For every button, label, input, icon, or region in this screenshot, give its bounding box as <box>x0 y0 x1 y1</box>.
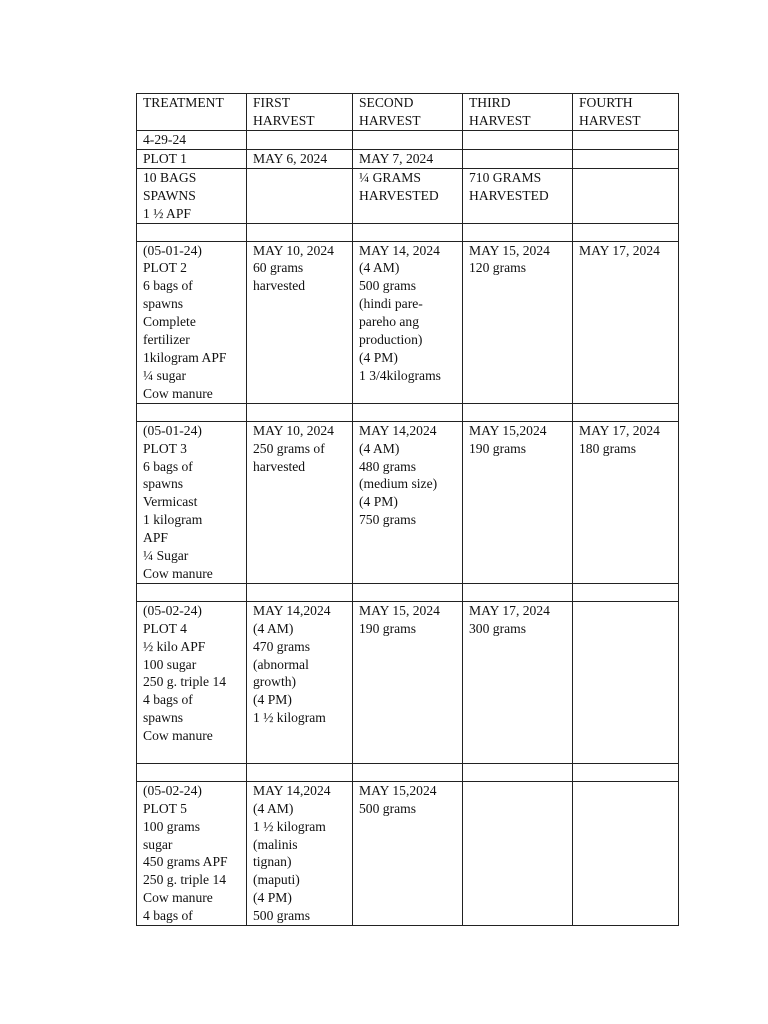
table-cell <box>463 223 573 241</box>
table-cell: MAY 15,2024 500 grams <box>353 781 463 925</box>
table-cell <box>353 131 463 150</box>
table-cell <box>353 583 463 601</box>
table-cell <box>137 583 247 601</box>
table-cell <box>573 781 679 925</box>
table-cell <box>247 763 353 781</box>
harvest-table-body <box>137 94 679 926</box>
table-cell <box>247 131 353 150</box>
table-row <box>137 223 679 241</box>
table-cell <box>573 403 679 421</box>
table-row <box>137 131 679 150</box>
table-cell: MAY 14,2024 (4 AM) 480 grams (medium size) (4 PM) 750 grams <box>353 421 463 583</box>
table-cell <box>463 763 573 781</box>
table-cell <box>247 403 353 421</box>
table-cell <box>137 763 247 781</box>
table-cell <box>573 601 679 763</box>
table-cell <box>137 403 247 421</box>
table-cell <box>247 168 353 223</box>
table-cell <box>463 781 573 925</box>
table-cell <box>573 763 679 781</box>
column-header: THIRD HARVEST <box>463 94 573 131</box>
table-cell: (05-01-24) PLOT 3 6 bags of spawns Vermicast 1 kilogram APF ¼ Sugar Cow manure <box>137 421 247 583</box>
table-row <box>137 583 679 601</box>
table-cell: MAY 14, 2024 (4 AM) 500 grams (hindi pare- pareho ang production) (4 PM) 1 3/4kilograms <box>353 241 463 403</box>
table-cell: MAY 10, 2024 250 grams of harvested <box>247 421 353 583</box>
table-cell <box>463 583 573 601</box>
table-row <box>137 403 679 421</box>
table-cell <box>353 403 463 421</box>
table-cell: MAY 14,2024 (4 AM) 470 grams (abnormal growth) (4 PM) 1 ½ kilogram <box>247 601 353 763</box>
column-header: TREATMENT <box>137 94 247 131</box>
table-cell: (05-02-24) PLOT 5 100 grams sugar 450 grams APF 250 g. triple 14 Cow manure 4 bags of <box>137 781 247 925</box>
column-header: FOURTH HARVEST <box>573 94 679 131</box>
table-cell <box>573 223 679 241</box>
table-row <box>137 781 679 925</box>
table-cell: ¼ GRAMS HARVESTED <box>353 168 463 223</box>
table-cell <box>573 168 679 223</box>
harvest-table <box>136 93 679 926</box>
table-cell: PLOT 1 <box>137 149 247 168</box>
table-cell <box>463 403 573 421</box>
table-row <box>137 149 679 168</box>
table-cell: MAY 17, 2024 300 grams <box>463 601 573 763</box>
table-cell <box>353 763 463 781</box>
table-cell <box>463 149 573 168</box>
table-header-row <box>137 94 679 131</box>
table-cell <box>137 223 247 241</box>
table-row <box>137 241 679 403</box>
table-cell <box>573 149 679 168</box>
table-cell: MAY 15, 2024 120 grams <box>463 241 573 403</box>
table-cell: (05-01-24) PLOT 2 6 bags of spawns Complete fertilizer 1kilogram APF ¼ sugar Cow manure <box>137 241 247 403</box>
table-row <box>137 168 679 223</box>
table-row <box>137 763 679 781</box>
table-cell <box>247 583 353 601</box>
table-row <box>137 421 679 583</box>
table-cell: MAY 10, 2024 60 grams harvested <box>247 241 353 403</box>
table-cell <box>463 131 573 150</box>
table-cell: MAY 17, 2024 180 grams <box>573 421 679 583</box>
table-cell <box>573 583 679 601</box>
table-cell <box>353 223 463 241</box>
table-cell <box>573 131 679 150</box>
table-cell <box>247 223 353 241</box>
table-cell: MAY 17, 2024 <box>573 241 679 403</box>
table-cell: MAY 7, 2024 <box>353 149 463 168</box>
table-cell: (05-02-24) PLOT 4 ½ kilo APF 100 sugar 250 g. triple 14 4 bags of spawns Cow manure <box>137 601 247 763</box>
table-cell: MAY 6, 2024 <box>247 149 353 168</box>
table-cell: MAY 15,2024 190 grams <box>463 421 573 583</box>
column-header: SECOND HARVEST <box>353 94 463 131</box>
column-header: FIRST HARVEST <box>247 94 353 131</box>
table-cell: 10 BAGS SPAWNS 1 ½ APF <box>137 168 247 223</box>
table-cell: 710 GRAMS HARVESTED <box>463 168 573 223</box>
table-cell: MAY 14,2024 (4 AM) 1 ½ kilogram (malinis tignan) (maputi) (4 PM) 500 grams <box>247 781 353 925</box>
table-cell: MAY 15, 2024 190 grams <box>353 601 463 763</box>
table-cell: 4-29-24 <box>137 131 247 150</box>
table-row <box>137 601 679 763</box>
